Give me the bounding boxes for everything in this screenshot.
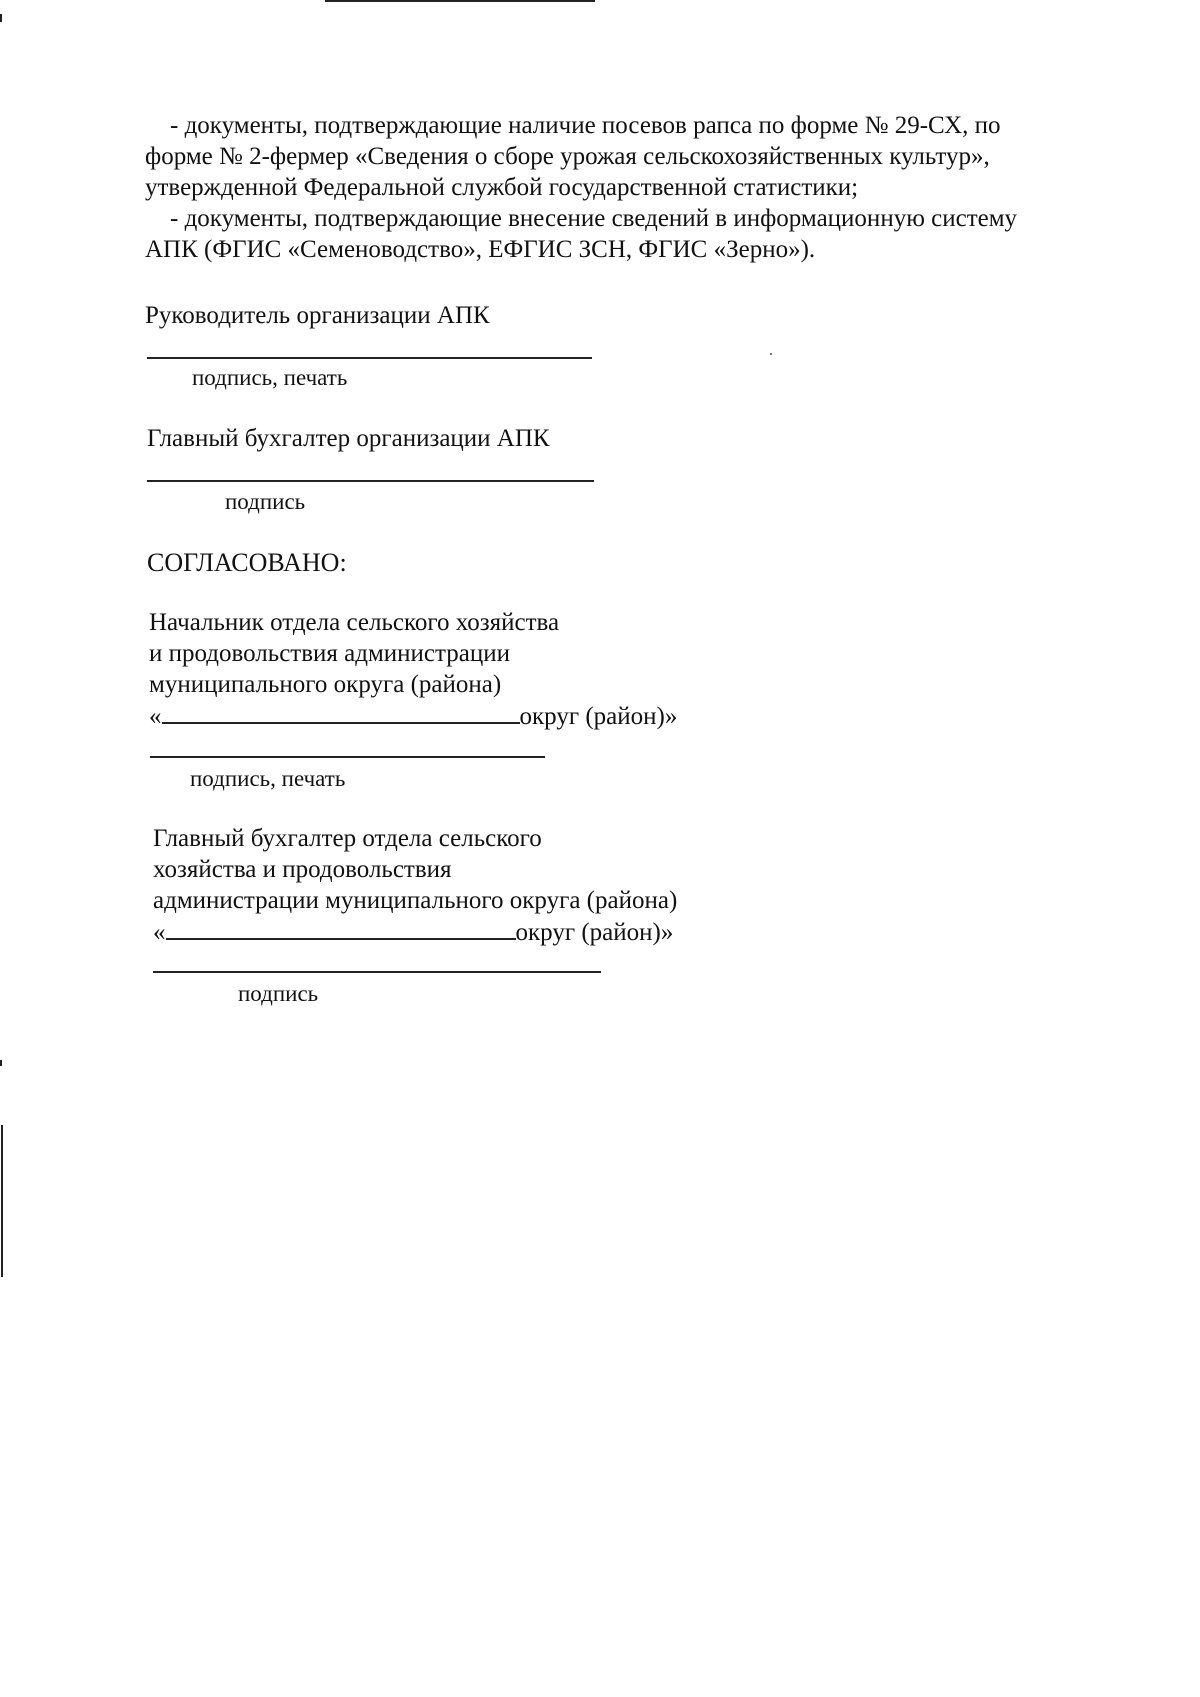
- dept-head-title-line2: и продовольствия администрации: [149, 640, 510, 667]
- district-blank: [162, 700, 520, 724]
- dept-acc-signature-line: [153, 971, 601, 973]
- accountant-caption: подпись: [225, 489, 306, 514]
- dept-head-title-line3: муниципального округа (района): [149, 671, 502, 698]
- agreed-heading: СОГЛАСОВАНО:: [147, 548, 347, 577]
- paragraph-line: АПК (ФГИС «Семеноводство», ЕФГИС ЗСН, ФГИС «Зерно»).: [145, 236, 816, 263]
- head-signature-line: [147, 357, 592, 359]
- scan-speck: [770, 353, 772, 355]
- dept-head-title-line1: Начальник отдела сельского хозяйства: [149, 609, 560, 636]
- paragraph-line: - документы, подтверждающие наличие посевов рапса по форме № 29-СХ, по: [170, 112, 1001, 139]
- district-blank: [166, 916, 516, 940]
- paragraph-info-system-docs: [145, 203, 1090, 265]
- quote-open: «: [149, 703, 162, 730]
- dept-head-signature-line: [150, 756, 545, 758]
- margin-mark-bar: [1, 1125, 3, 1277]
- dept-acc-caption: подпись: [238, 981, 319, 1006]
- top-rule: [325, 0, 595, 2]
- district-suffix: округ (район)»: [519, 703, 678, 730]
- dept-head-district-line: [149, 700, 677, 732]
- district-suffix: округ (район)»: [515, 919, 674, 946]
- quote-open: «: [153, 919, 166, 946]
- head-caption: подпись, печать: [192, 365, 348, 390]
- paragraph-line: - документы, подтверждающие внесение сведений в информационную систему: [170, 205, 1018, 232]
- dept-acc-title-line3: администрации муниципального округа (района): [153, 887, 678, 914]
- head-title: Руководитель организации АПК: [145, 302, 490, 329]
- dept-acc-district-line: [153, 916, 673, 948]
- dept-acc-title-line1: Главный бухгалтер отдела сельского: [153, 825, 542, 852]
- paragraph-rapeseed-docs: [145, 110, 1090, 203]
- accountant-title: Главный бухгалтер организации АПК: [147, 425, 550, 452]
- dept-acc-title-line2: хозяйства и продовольствия: [153, 856, 452, 883]
- paragraph-line: форме № 2-фермер «Сведения о сборе урожая сельскохозяйственных культур»,: [145, 143, 990, 170]
- dept-head-caption: подпись, печать: [190, 766, 346, 791]
- margin-mark-top: [0, 14, 2, 22]
- accountant-signature-line: [147, 480, 594, 482]
- margin-mark-middle: [0, 1060, 2, 1066]
- paragraph-line: утвержденной Федеральной службой государственной статистики;: [145, 174, 859, 201]
